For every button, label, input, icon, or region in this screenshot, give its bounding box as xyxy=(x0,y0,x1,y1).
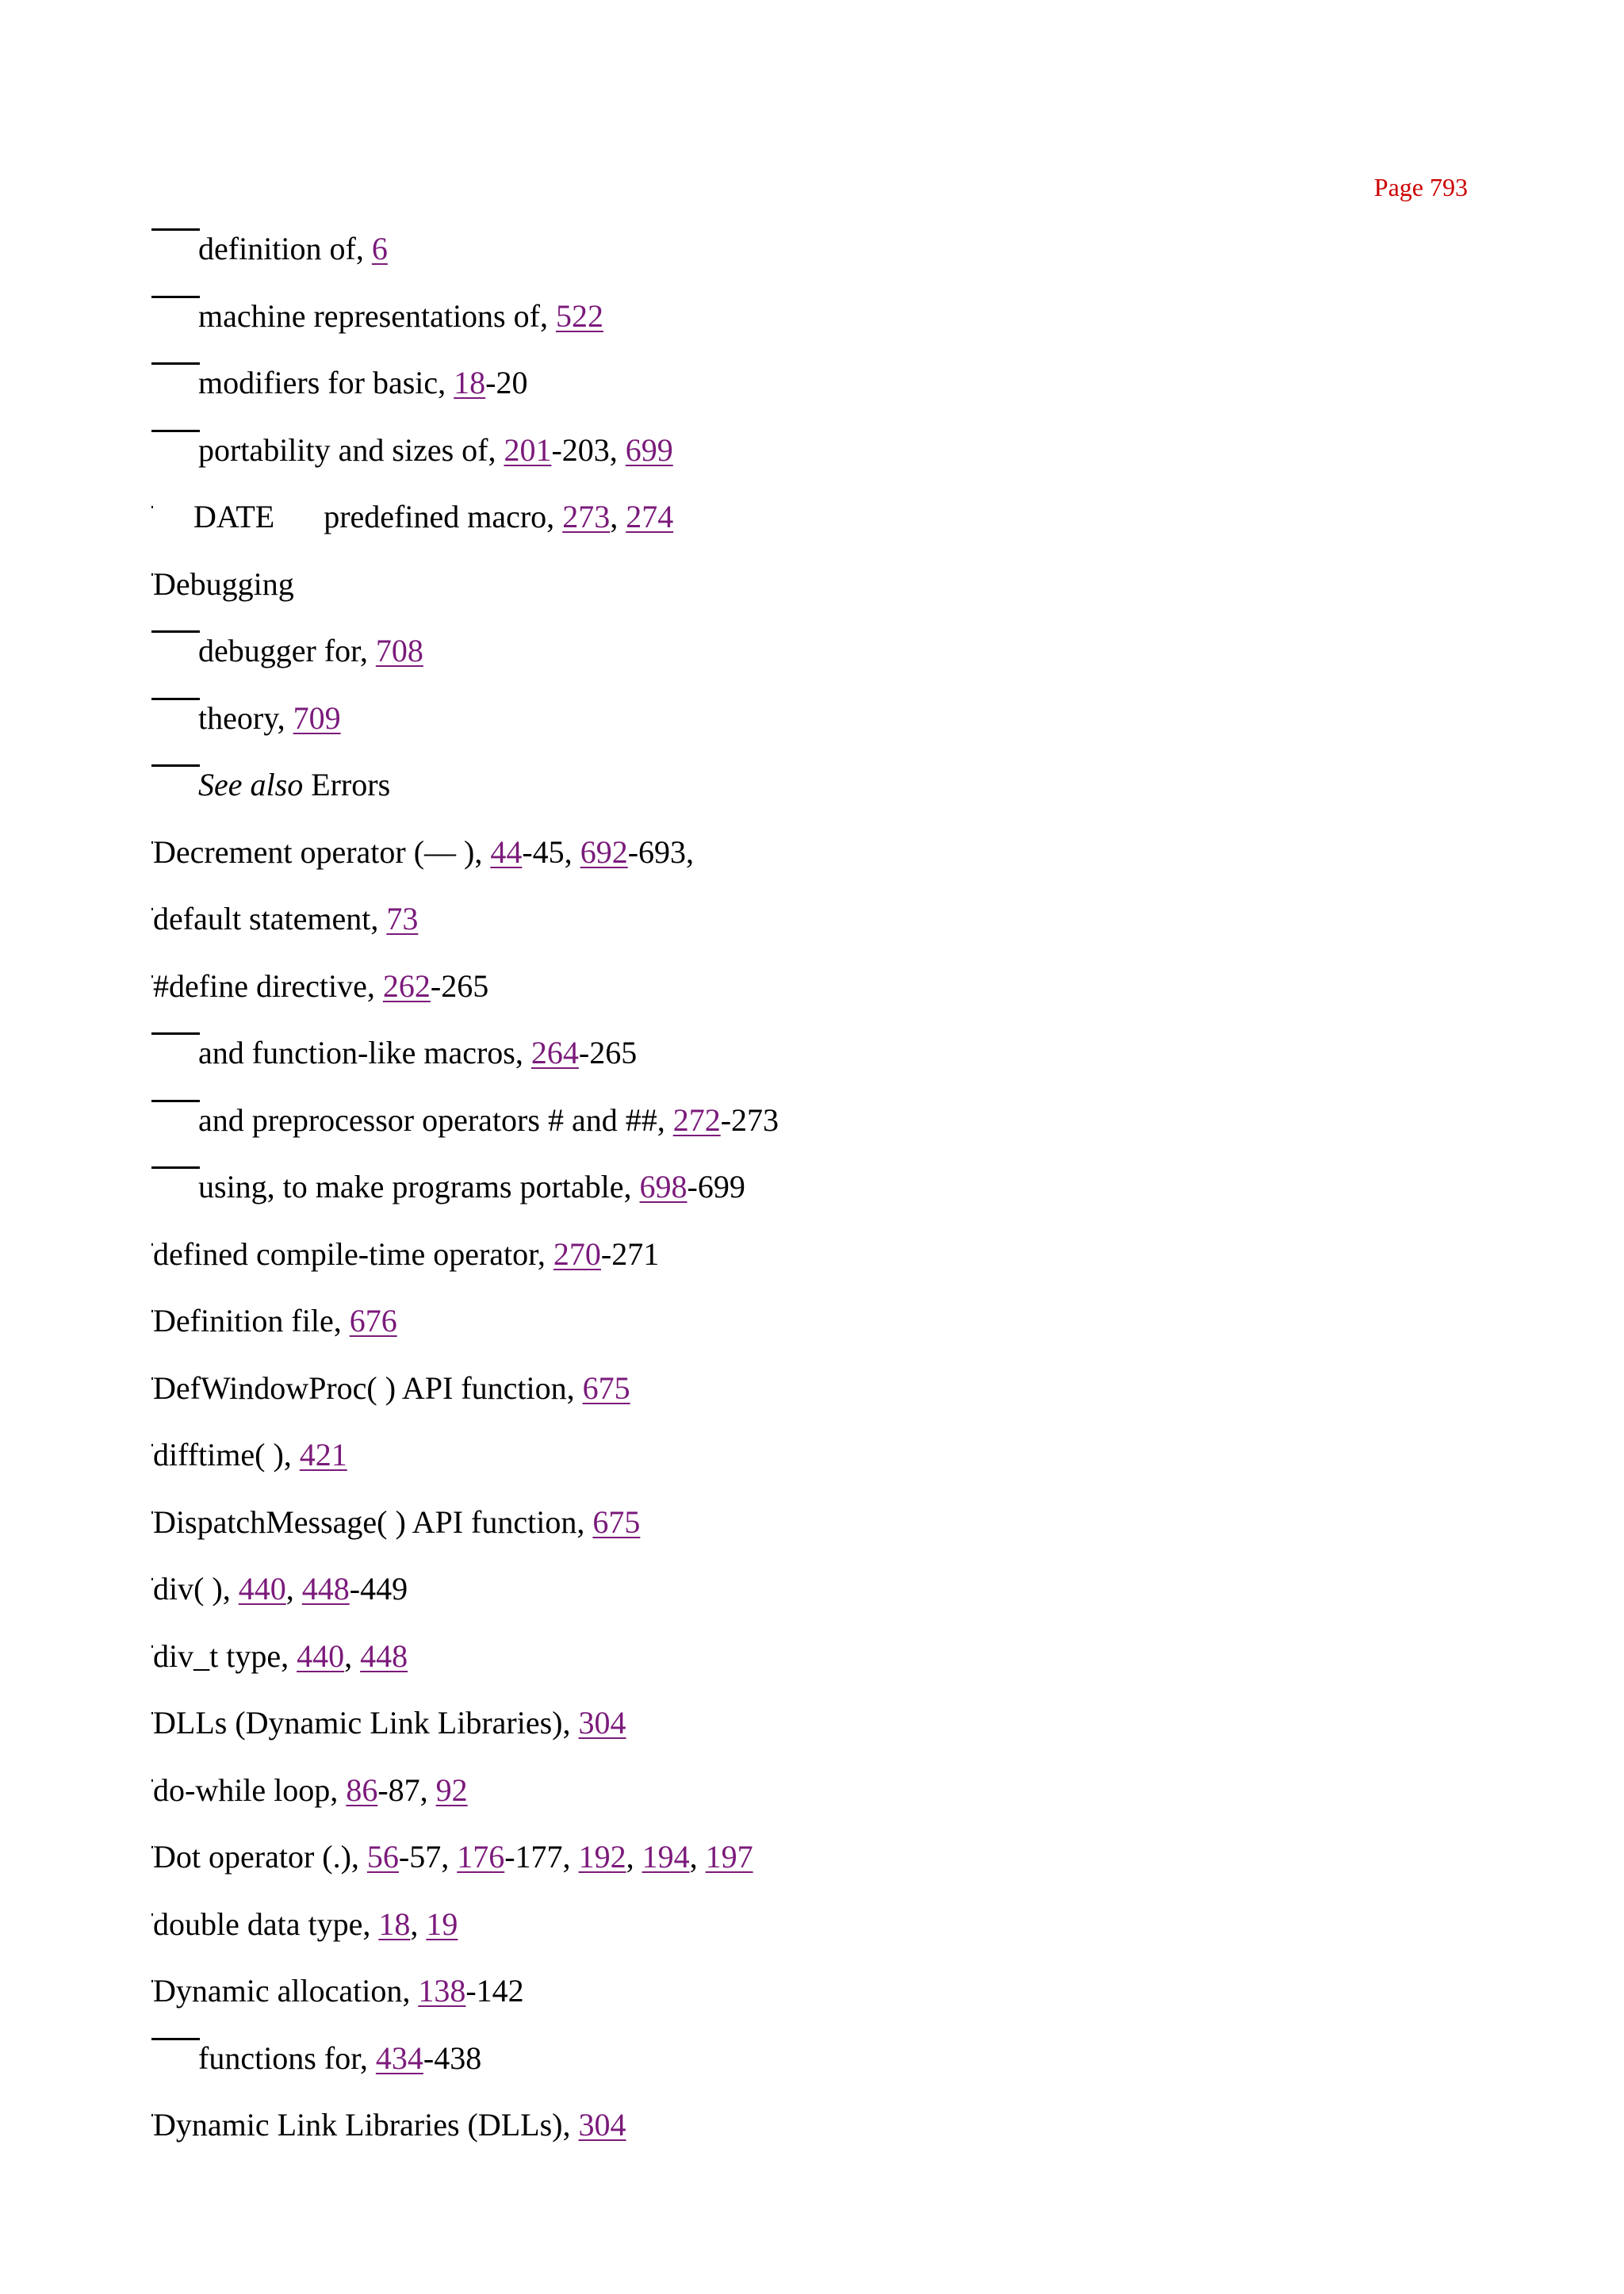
page-reference-link[interactable]: 448 xyxy=(301,1571,350,1607)
entry-term: #define directive, xyxy=(153,967,383,1004)
page-reference-link[interactable]: 699 xyxy=(625,431,673,468)
page-reference-link[interactable]: 192 xyxy=(578,1839,626,1875)
reference-suffix: -177, xyxy=(504,1839,579,1875)
page-reference-link[interactable]: 92 xyxy=(435,1771,468,1808)
entry-term: Dot operator (.), xyxy=(153,1839,367,1875)
entry-term: theory, xyxy=(198,699,293,736)
index-entry xyxy=(151,488,1500,556)
entry-marker xyxy=(151,506,153,508)
entry-term: div_t type, xyxy=(153,1637,297,1674)
entry-term: Dynamic allocation, xyxy=(153,1973,419,2009)
entry-term: and function-like macros, xyxy=(198,1035,531,1070)
index-subentry xyxy=(151,220,1500,288)
page-reference-link[interactable]: 6 xyxy=(371,231,388,266)
subentry-dash xyxy=(151,764,200,767)
page-reference-link[interactable]: 18 xyxy=(454,365,486,400)
reference-suffix: -57, xyxy=(398,1839,458,1875)
page-reference-link[interactable]: 698 xyxy=(639,1169,688,1204)
entry-term: Decrement operator (— ), xyxy=(153,833,491,870)
entry-marker xyxy=(151,1980,153,1982)
page-reference-link[interactable]: 709 xyxy=(293,699,341,736)
reference-suffix: , xyxy=(626,1839,642,1875)
page-reference-link[interactable]: 73 xyxy=(386,901,419,936)
index-entry xyxy=(151,1829,1500,1896)
subentry-dash xyxy=(151,1032,200,1035)
entry-marker xyxy=(151,1377,153,1380)
subentry-dash xyxy=(151,1100,200,1102)
entry-term: modifiers for basic, xyxy=(198,365,454,400)
entry-term: predefined macro, xyxy=(324,499,563,534)
page-reference-link[interactable]: 44 xyxy=(490,833,523,870)
entry-marker xyxy=(151,1511,153,1514)
page-reference-link[interactable]: 273 xyxy=(562,499,611,534)
page-reference-link[interactable]: 262 xyxy=(382,967,431,1004)
reference-suffix: -271 xyxy=(600,1235,660,1272)
entry-term: defined compile-time operator, xyxy=(153,1235,553,1272)
reference-suffix: -20 xyxy=(485,365,528,400)
index-entry xyxy=(151,1628,1500,1695)
entry-marker xyxy=(151,1645,153,1648)
reference-suffix: , xyxy=(689,1839,706,1875)
page-reference-link[interactable]: 270 xyxy=(553,1235,601,1272)
page-reference-link[interactable]: 194 xyxy=(642,1839,690,1875)
index-subentry xyxy=(151,756,1500,824)
page-reference-link[interactable]: 19 xyxy=(426,1905,458,1942)
reference-suffix: -265 xyxy=(578,1035,638,1070)
page-reference-link[interactable]: 448 xyxy=(360,1637,408,1674)
subentry-dash xyxy=(151,1166,200,1169)
subentry-dash xyxy=(151,2038,200,2040)
page-reference-link[interactable]: 304 xyxy=(578,1705,626,1741)
page-reference-link[interactable]: 440 xyxy=(297,1637,345,1674)
index-entry xyxy=(151,1561,1500,1628)
reference-suffix: -87, xyxy=(377,1771,436,1808)
entry-term: Debugging xyxy=(153,565,294,602)
index-subentry xyxy=(151,622,1500,690)
index-subentry xyxy=(151,288,1500,355)
entry-term: definition of, xyxy=(198,231,372,266)
reference-suffix: -693, xyxy=(627,833,695,870)
entry-term: div( ), xyxy=(153,1571,239,1607)
entry-marker xyxy=(151,1444,153,1446)
index-entry xyxy=(151,1963,1500,2030)
index-subentry xyxy=(151,1024,1500,1092)
index-subentry xyxy=(151,1158,1500,1226)
index-subentry xyxy=(151,690,1500,757)
subentry-dash xyxy=(151,430,200,432)
index-entry xyxy=(151,890,1500,958)
index-entry xyxy=(151,958,1500,1025)
entry-marker xyxy=(151,841,153,844)
entry-term: machine representations of, xyxy=(198,297,556,334)
entry-marker xyxy=(151,1310,153,1312)
index-entry xyxy=(151,1494,1500,1561)
entry-marker xyxy=(151,908,153,910)
reference-suffix: -438 xyxy=(423,2039,482,2076)
entry-term: Dynamic Link Libraries (DLLs), xyxy=(153,2107,579,2143)
page-reference-link[interactable]: 176 xyxy=(457,1839,505,1875)
page-reference-link[interactable]: 201 xyxy=(504,431,552,468)
entry-term: difftime( ), xyxy=(153,1437,300,1473)
entry-term: and preprocessor operators # and ##, xyxy=(198,1101,673,1138)
index-subentry xyxy=(151,422,1500,489)
index-entry xyxy=(151,1896,1500,1963)
entry-marker xyxy=(151,2114,153,2116)
page-reference-link[interactable]: 434 xyxy=(375,2039,423,2076)
page-reference-link[interactable]: 56 xyxy=(366,1839,399,1875)
reference-suffix: , xyxy=(344,1637,361,1674)
reference-suffix: , xyxy=(285,1571,302,1607)
subentry-dash xyxy=(151,296,200,298)
page-reference-link[interactable]: 138 xyxy=(418,1973,466,2009)
entry-term: do-while loop, xyxy=(153,1771,347,1808)
entry-term: using, to make programs portable, xyxy=(198,1169,640,1204)
subentry-dash xyxy=(151,630,200,633)
subentry-dash xyxy=(151,698,200,700)
subentry-dash xyxy=(151,362,200,365)
entry-marker xyxy=(151,1578,153,1580)
reference-suffix: -142 xyxy=(465,1973,524,2009)
entry-term: functions for, xyxy=(198,2039,376,2076)
index-subentry xyxy=(151,2030,1500,2097)
page-reference-link[interactable]: 264 xyxy=(530,1035,579,1070)
index-entry xyxy=(151,824,1500,891)
page-reference-link[interactable]: 197 xyxy=(705,1839,753,1875)
reference-suffix: -265 xyxy=(430,967,489,1004)
entry-marker xyxy=(151,1779,153,1782)
reference-suffix: , xyxy=(410,1905,427,1942)
page-reference-link[interactable]: 692 xyxy=(580,833,628,870)
index-entry xyxy=(151,1293,1500,1360)
entry-marker xyxy=(151,1846,153,1848)
page-reference-link[interactable]: 440 xyxy=(238,1571,286,1607)
page-reference-link[interactable]: 274 xyxy=(626,499,674,534)
index-entry xyxy=(151,1762,1500,1829)
index-entry xyxy=(151,1226,1500,1293)
page-reference-link[interactable]: 86 xyxy=(346,1771,378,1808)
entry-term: Errors xyxy=(303,767,391,802)
index-entry xyxy=(151,1360,1500,1427)
index-subentry xyxy=(151,1092,1500,1159)
entry-term: DefWindowProc( ) API function, xyxy=(153,1369,583,1406)
entry-term: default statement, xyxy=(153,901,387,936)
entry-marker xyxy=(151,1913,153,1916)
macro-name: DATE xyxy=(193,499,275,534)
page-reference-link[interactable]: 522 xyxy=(555,297,603,334)
index-entry xyxy=(151,1695,1500,1762)
reference-suffix: -449 xyxy=(349,1571,408,1607)
entry-term: DLLs (Dynamic Link Libraries), xyxy=(153,1705,579,1741)
page-reference-link[interactable]: 675 xyxy=(582,1369,630,1406)
entry-term: DispatchMessage( ) API function, xyxy=(153,1503,593,1540)
see-also-label: See also xyxy=(198,767,304,802)
index-entry xyxy=(151,2097,1500,2164)
page-number: Page 793 xyxy=(1373,173,1468,201)
reference-suffix: , xyxy=(610,499,626,534)
page-reference-link[interactable]: 675 xyxy=(592,1503,641,1540)
reference-suffix: -203, xyxy=(551,431,626,468)
entry-term: debugger for, xyxy=(198,633,376,668)
page-reference-link[interactable]: 304 xyxy=(578,2107,626,2143)
subentry-dash xyxy=(151,228,200,231)
index-list xyxy=(151,220,1500,2164)
index-entry xyxy=(151,1427,1500,1494)
entry-marker xyxy=(151,975,153,978)
index-subentry xyxy=(151,354,1500,422)
page-reference-link[interactable]: 676 xyxy=(349,1303,397,1338)
reference-suffix: -273 xyxy=(720,1101,779,1138)
reference-suffix: -45, xyxy=(522,833,580,870)
page-reference-link[interactable]: 421 xyxy=(299,1437,347,1473)
entry-marker xyxy=(151,573,153,576)
index-entry xyxy=(151,556,1500,623)
reference-suffix: -699 xyxy=(687,1169,745,1204)
page-reference-link[interactable]: 272 xyxy=(672,1101,721,1138)
entry-marker xyxy=(151,1712,153,1714)
page-reference-link[interactable]: 18 xyxy=(378,1905,411,1942)
entry-marker xyxy=(151,1243,153,1246)
entry-term: Definition file, xyxy=(153,1303,350,1338)
page-reference-link[interactable]: 708 xyxy=(375,633,423,668)
entry-term: double data type, xyxy=(153,1905,379,1942)
entry-term: portability and sizes of, xyxy=(198,431,504,468)
